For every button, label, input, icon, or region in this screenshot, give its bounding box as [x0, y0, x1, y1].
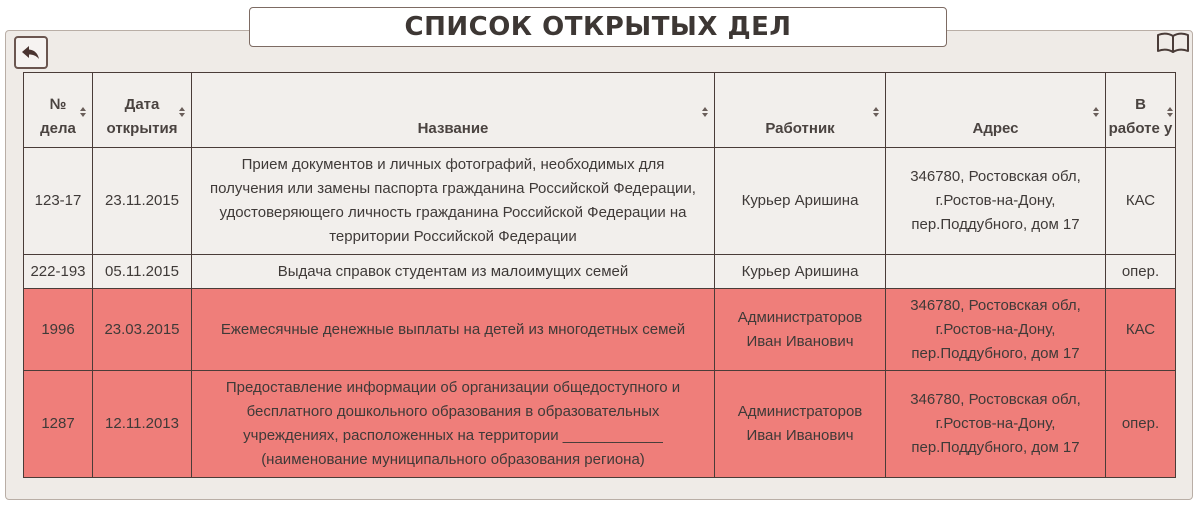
- cell-status: опер.: [1106, 255, 1176, 289]
- cell-date: 23.03.2015: [93, 289, 192, 371]
- table-row[interactable]: [24, 289, 1176, 371]
- sort-icon[interactable]: [702, 107, 708, 119]
- help-book-button[interactable]: [1155, 31, 1191, 55]
- sort-icon[interactable]: [873, 107, 879, 119]
- sort-icon[interactable]: [1093, 107, 1099, 119]
- cell-name: Прием документов и личных фотографий, необходимых для получения или замены паспорта гражданина Российской Федерации, удостоверяющего личность гражданина Российской Федерации на территории Российской Федерации: [192, 148, 715, 255]
- open-book-icon: [1156, 32, 1190, 54]
- table-row[interactable]: [24, 255, 1176, 289]
- sort-icon[interactable]: [179, 107, 185, 119]
- header-address[interactable]: [886, 73, 1106, 148]
- header-status[interactable]: [1106, 73, 1176, 148]
- cell-status: КАС: [1106, 289, 1176, 371]
- cases-table: [23, 72, 1176, 478]
- cell-worker: Администраторов Иван Иванович: [715, 289, 886, 371]
- header-address-label: Адрес: [972, 120, 1019, 137]
- cell-name: Предоставление информации об организации общедоступного и бесплатного дошкольного образования в образовательных учреждениях, расположенных на территории ____________ (наименование муниципального образования региона): [192, 371, 715, 478]
- back-button[interactable]: [14, 36, 48, 69]
- header-name-label: Название: [417, 120, 489, 137]
- page-title-box: [249, 7, 947, 47]
- cell-name: Выдача справок студентам из малоимущих семей: [192, 255, 715, 289]
- cell-number: 1287: [24, 371, 93, 478]
- cell-name: Ежемесячные денежные выплаты на детей из многодетных семей: [192, 289, 715, 371]
- header-status-label: В работе у: [1108, 96, 1173, 137]
- sort-icon[interactable]: [80, 107, 86, 119]
- header-worker[interactable]: [715, 73, 886, 148]
- table-row[interactable]: [24, 148, 1176, 255]
- cell-address: [886, 255, 1106, 289]
- cell-status: опер.: [1106, 371, 1176, 478]
- cell-address: 346780, Ростовская обл, г.Ростов-на-Дону, пер.Поддубного, дом 17: [886, 148, 1106, 255]
- back-arrow-icon: [21, 45, 41, 61]
- page-title: СПИСОК ОТКРЫТЫХ ДЕЛ: [404, 12, 792, 42]
- header-worker-label: Работник: [765, 120, 835, 137]
- cell-number: 1996: [24, 289, 93, 371]
- cell-number: 222-193: [24, 255, 93, 289]
- header-number-label: № дела: [40, 96, 76, 137]
- cell-address: 346780, Ростовская обл, г.Ростов-на-Дону, пер.Поддубного, дом 17: [886, 371, 1106, 478]
- header-date-label: Дата открытия: [106, 96, 178, 137]
- table-header-row: [24, 73, 1176, 148]
- cell-date: 05.11.2015: [93, 255, 192, 289]
- cell-worker: Администраторов Иван Иванович: [715, 371, 886, 478]
- table-row[interactable]: [24, 371, 1176, 478]
- cell-number: 123-17: [24, 148, 93, 255]
- cell-status: КАС: [1106, 148, 1176, 255]
- cell-date: 23.11.2015: [93, 148, 192, 255]
- cell-worker: Курьер Аришина: [715, 148, 886, 255]
- header-date[interactable]: [93, 73, 192, 148]
- cell-worker: Курьер Аришина: [715, 255, 886, 289]
- header-name[interactable]: [192, 73, 715, 148]
- cell-address: 346780, Ростовская обл, г.Ростов-на-Дону, пер.Поддубного, дом 17: [886, 289, 1106, 371]
- header-number[interactable]: [24, 73, 93, 148]
- cell-date: 12.11.2013: [93, 371, 192, 478]
- sort-icon[interactable]: [1167, 107, 1173, 119]
